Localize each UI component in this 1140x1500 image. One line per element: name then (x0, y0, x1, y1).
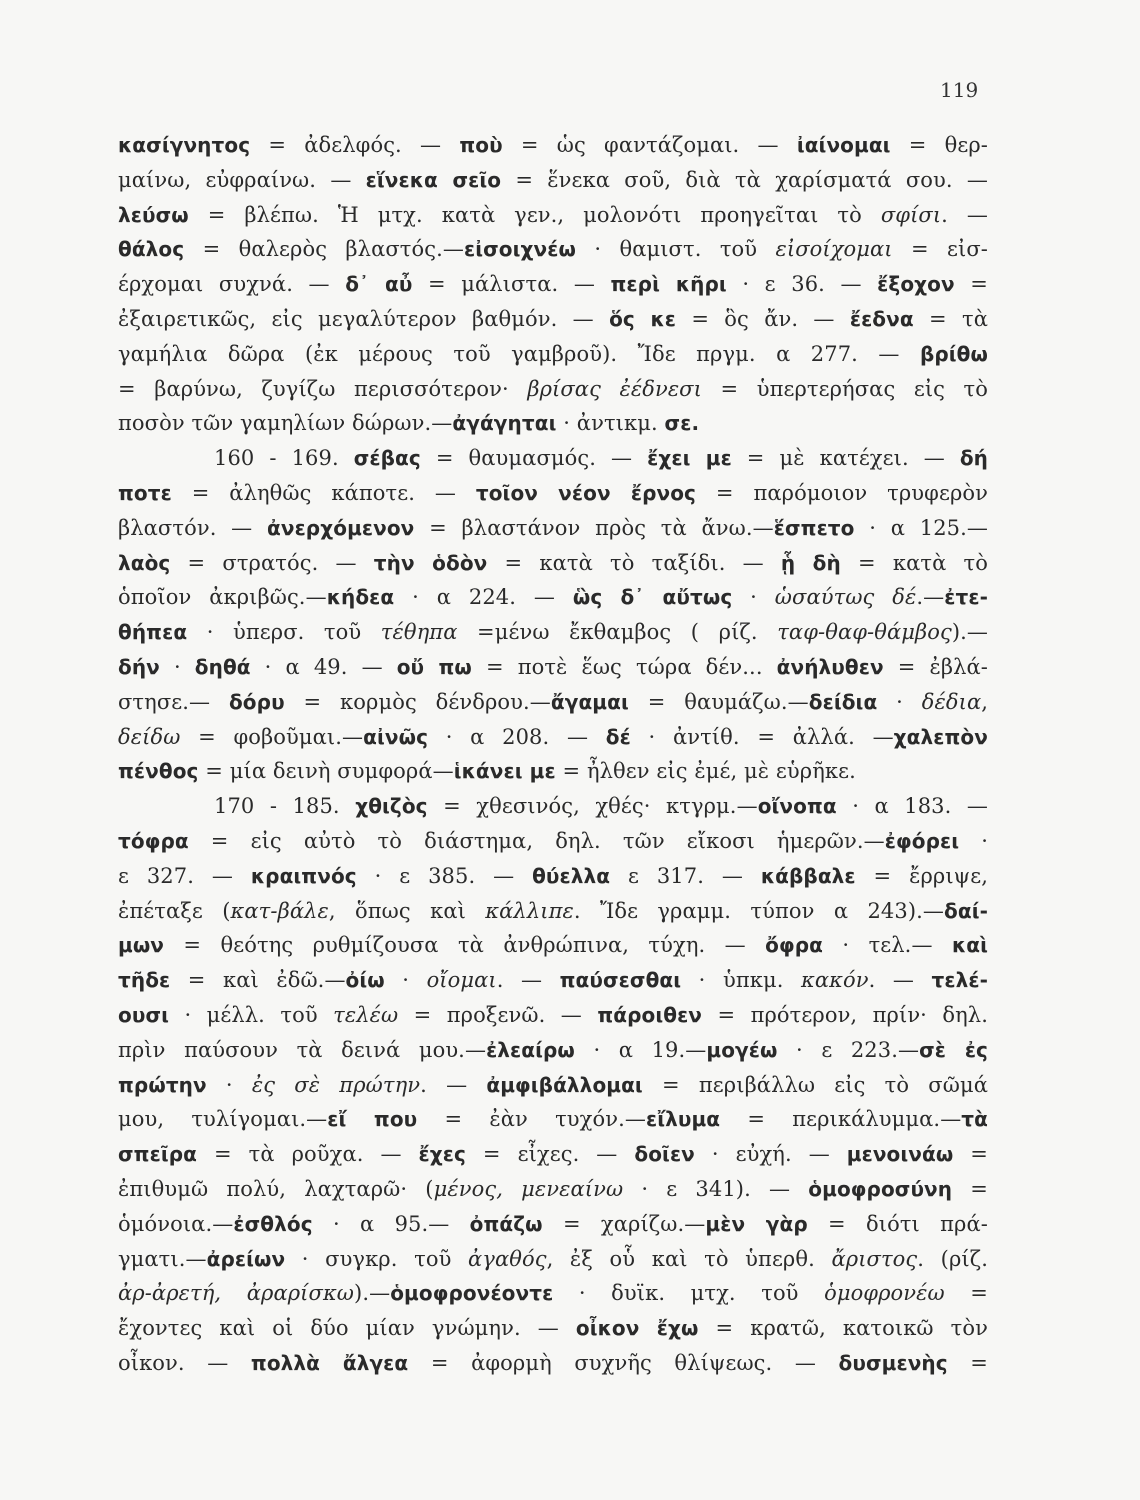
text-line: γαμήλια δῶρα (ἐκ μέρους τοῦ γαμβροῦ). Ἴδε πργμ. α 277. — βρίθω (118, 341, 988, 366)
text-line: ἐπιθυμῶ πολύ, λαχταρῶ· (μένος, μενεαίνω · ε 341). — ὁμοφροσύνη = (118, 1176, 988, 1201)
text-line: ὁποῖον ἀκριβῶς.—κήδεα · α 224. — ὣς δ᾽ αὔτως · ὡσαύτως δέ.—ἐτε- (118, 585, 989, 610)
text-line: έρχομαι συχνά. — δ᾽ αὖ = μάλιστα. — περὶ κῆρι · ε 36. — ἔξοχον = (118, 272, 988, 297)
text-line: ἀρ-ἀρετή, ἀραρίσκω).—ὁμοφρονέοντε · δυϊκ. μτχ. τοῦ ὁμοφρονέω = (118, 1281, 988, 1306)
text-line: ποτε = ἀληθῶς κάποτε. — τοῖον νέον ἔρνος = παρόμοιον τρυφερὸν (118, 480, 988, 505)
text-line: = βαρύνω, ζυγίζω περισσότερον· βρίσας ἐέδνεσι = ὑπερτερήσας εἰς τὸ (118, 376, 989, 401)
page-number: 119 (940, 78, 979, 102)
text-line: δήν · δηθά · α 49. — οὔ πω = ποτὲ ἕως τώρα δέν... ἀνήλυθεν = ἐβλά- (118, 654, 988, 679)
text-line: ε 327. — κραιπνός · ε 385. — θύελλα ε 317. — κάββαλε = ἔρριψε, (118, 863, 988, 888)
glossary-text (118, 128, 988, 1381)
text-line: οἶκον. — πολλὰ ἄλγεα = ἀφορμὴ συχνῆς θλίψεως. — δυσμενὴς = (118, 1350, 988, 1375)
text-line: πένθος = μία δεινὴ συμφορά—ἱκάνει με = ἦλθεν εἰς ἐμέ, μὲ εὑρῆκε. (118, 759, 856, 784)
text-line: λαὸς = στρατός. — τὴν ὁδὸν = κατὰ τὸ ταξίδι. — ᾗ δὴ = κατὰ τὸ (118, 550, 988, 575)
text-line: ποσὸν τῶν γαμηλίων δώρων.—ἀγάγηται · ἀντικμ. σε. (118, 411, 700, 436)
text-line: μαίνω, εὐφραίνω. — εἵνεκα σεῖο = ἕνεκα σοῦ, διὰ τὰ χαρίσματά σου. — (118, 167, 988, 192)
text-line: ἔχοντες καὶ οἱ δύο μίαν γνώμην. — οἶκον ἔχω = κρατῶ, κατοικῶ τὸν (118, 1316, 988, 1341)
text-line: 160 - 169. σέβας = θαυμασμός. — ἔχει με = μὲ κατέχει. — δή (214, 446, 988, 471)
text-line: σπεῖρα = τὰ ροῦχα. — ἔχες = εἶχες. — δοῖεν · εὐχή. — μενοινάω = (118, 1142, 988, 1167)
text-line: θάλος = θαλερὸς βλαστός.—εἰσοιχνέω · θαμιστ. τοῦ εἰσοίχομαι = εἰσ- (118, 237, 988, 262)
text-line: ἐπέταξε (κατ-βάλε, ὅπως καὶ κάλλιπε. Ἴδε γραμμ. τύπον α 243).—δαί- (118, 898, 988, 923)
text-line: πρὶν παύσουν τὰ δεινά μου.—ἐλεαίρω · α 19.—μογέω · ε 223.—σὲ ἐς (118, 1037, 989, 1062)
text-line: μου, τυλίγομαι.—εἴ που = ἐὰν τυχόν.—εἴλυμα = περικάλυμμα.—τὰ (118, 1107, 989, 1132)
text-line: κασίγνητος = ἀδελφός. — ποὺ = ὡς φαντάζομαι. — ἰαίνομαι = θερ- (118, 133, 988, 157)
text-line: ὁμόνοια.—ἐσθλός · α 95.— ὀπάζω = χαρίζω.—μὲν γὰρ = διότι πρά- (118, 1211, 988, 1236)
text-line: ουσι · μέλλ. τοῦ τελέω = προξενῶ. — πάροιθεν = πρότερον, πρίν· δηλ. (118, 1002, 988, 1027)
text-line: δείδω = φοβοῦμαι.—αἰνῶς · α 208. — δέ · ἀντίθ. = ἀλλά. —χαλεπὸν (118, 724, 988, 749)
text-line: πρώτην · ἐς σὲ πρώτην. — ἀμφιβάλλομαι = περιβάλλω εἰς τὸ σῶμά (118, 1072, 988, 1097)
text-line: τῆδε = καὶ ἐδῶ.—ὀίω · οἴομαι. — παύσεσθαι · ὑπκμ. κακόν. — τελέ- (118, 968, 989, 993)
text-line: τόφρα = εἰς αὐτὸ τὸ διάστημα, δηλ. τῶν εἴκοσι ἡμερῶν.—ἐφόρει · (118, 828, 988, 853)
text-line: μων = θεότης ρυθμίζουσα τὰ ἀνθρώπινα, τύχη. — ὄφρα · τελ.— καὶ (118, 933, 988, 958)
text-line: 170 - 185. χθιζὸς = χθεσινός, χθές· κτγρμ.—οἴνοπα · α 183. — (214, 794, 988, 819)
text-line: βλαστόν. — ἀνερχόμενον = βλαστάνον πρὸς τὰ ἄνω.—ἕσπετο · α 125.— (118, 515, 989, 540)
text-line: λεύσω = βλέπω. Ἡ μτχ. κατὰ γεν., μολονότι προηγεῖται τὸ σφίσι. — (118, 202, 988, 227)
text-line: γματι.—ἀρείων · συγκρ. τοῦ ἀγαθός, ἐξ οὗ καὶ τὸ ὑπερθ. ἄριστος. (ρίζ. (118, 1246, 988, 1271)
text-line: ἐξαιρετικῶς, εἰς μεγαλύτερον βαθμόν. — ὅς κε = ὃς ἄν. — ἔεδνα = τὰ (118, 306, 989, 331)
text-line: θήπεα · ὑπερσ. τοῦ τέθηπα =μένω ἔκθαμβος ( ρίζ. ταφ-θαφ-θάμβος).— (118, 620, 989, 645)
text-line: στησε.— δόρυ = κορμὸς δένδρου.—ἄγαμαι = θαυμάζω.—δείδια · δέδια, (118, 689, 989, 714)
